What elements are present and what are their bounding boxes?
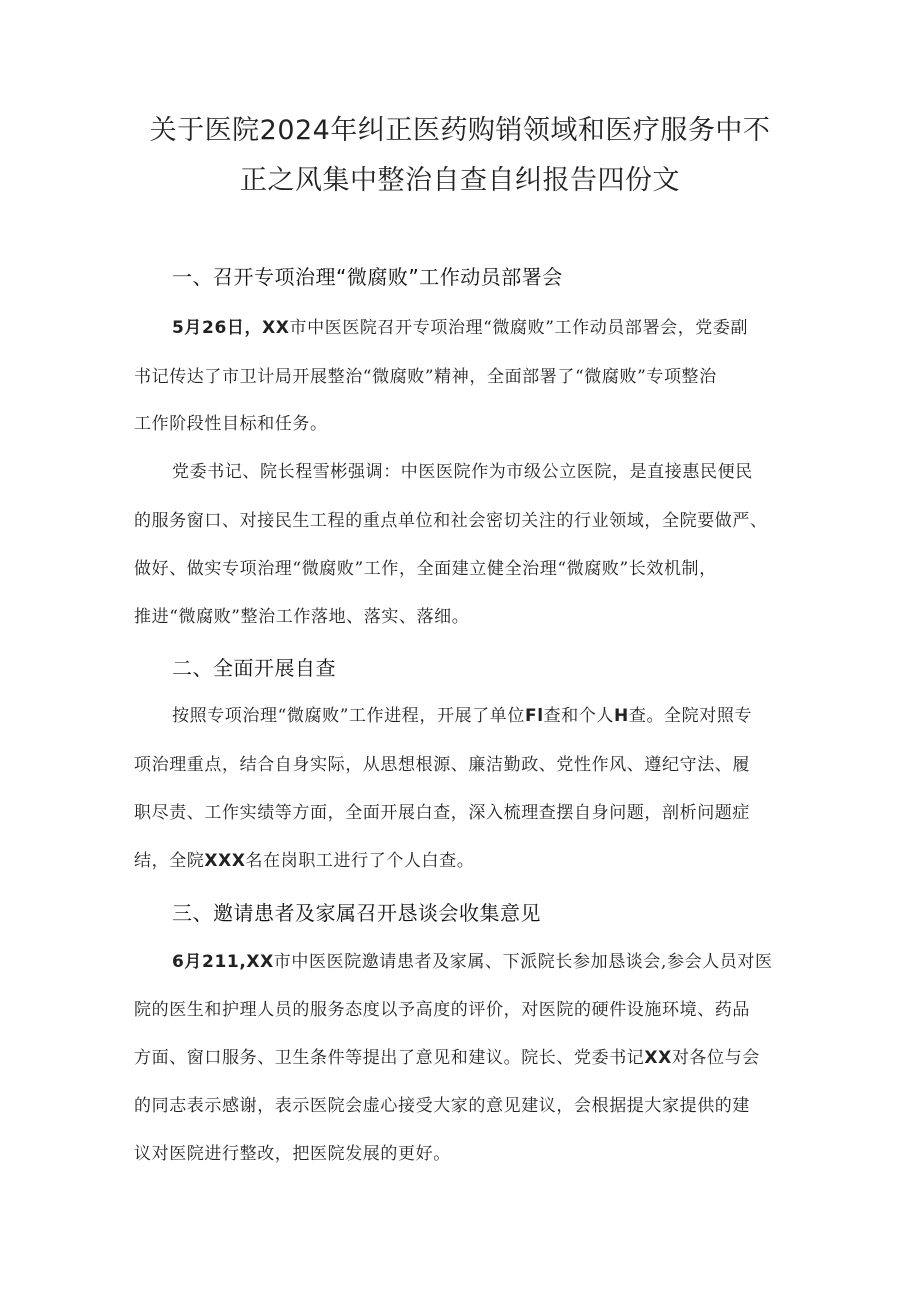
section-3-heading: 三、邀请患者及家属召开恳谈会收集意见 (172, 901, 541, 925)
document-title-line-1: 关于医院2024年纠正医药购销领域和医疗服务中不 (149, 115, 771, 146)
paragraph-line: 推进“微腐败”整治工作落地、落实、落细。 (134, 607, 470, 627)
paragraph-text: 按照专项治理“微腐败”工作进程，开展了单位 (172, 706, 525, 726)
paragraph-line: 议对医院进行整改，把医院发展的更好。 (134, 1144, 451, 1164)
paragraph-text: 查。全院对照专 (628, 706, 753, 726)
section-2-heading: 二、全面开展自查 (172, 656, 336, 680)
paragraph-text: 市中医医院邀请患者及家属、下派院长参加恳谈会,参会人员对医 (273, 952, 773, 972)
date-text: 5月26日， (172, 318, 263, 338)
garbled-text: Fl (524, 706, 544, 726)
paragraph-line: 工作阶段性目标和任务。 (134, 414, 328, 434)
paragraph-line: 项治理重点，结合自身实际，从思想根源、廉洁勤政、党性作风、遵纪守法、履 (134, 755, 750, 775)
paragraph-line: 的服务窗口、对接民生工程的重点单位和社会密切关注的行业领域，全院要做严、 (134, 511, 768, 531)
paragraph-line: 的同志表示感谢，表示医院会虚心接受大家的意见建议，会根据提大家提供的建 (134, 1096, 750, 1116)
paragraph-line: 做好、做实专项治理“微腐败”工作，全面建立健全治理“微腐败”长效机制， (134, 559, 717, 579)
paragraph-text: 结，全院 (134, 851, 205, 871)
paragraph-line (172, 950, 773, 974)
date-text: 6月211,XX (172, 952, 274, 972)
paragraph-line: 职尽责、工作实绩等方面，全面开展白查，深入梳理查摆自身问题，剖析问题症 (134, 803, 750, 823)
garbled-text: H (614, 706, 629, 726)
paragraph-line (134, 1046, 760, 1070)
paragraph-text: 市中医医院召开专项治理“微腐败”工作动员部署会，党委副 (289, 318, 749, 338)
paragraph-line (172, 316, 748, 340)
placeholder-text: XX (262, 318, 290, 338)
paragraph-line: 院的医生和护理人员的服务态度以予高度的评价，对医院的硬件设施环境、药品 (134, 1000, 750, 1020)
document-title-line-2: 正之风集中整治自查自纠报告四份文 (240, 165, 680, 196)
paragraph-line: 书记传达了市卫计局开展整治“微腐败”精神，全面部署了“微腐败”专项整治 (134, 367, 717, 387)
paragraph-line (172, 704, 752, 728)
paragraph-line: 党委书记、院长程雪彬强调：中医医院作为市级公立医院，是直接惠民便民 (172, 462, 753, 482)
paragraph-text: 方面、窗口服务、卫生条件等提出了意见和建议。院长、党委书记 (134, 1048, 645, 1068)
paragraph-text: 名在岗职工进行了个人白查。 (245, 851, 475, 871)
paragraph-text: 查和个人 (543, 706, 615, 726)
paragraph-text: 对各位与会 (671, 1048, 760, 1068)
section-1-heading: 一、召开专项治理“微腐败”工作动员部署会 (172, 265, 563, 289)
placeholder-text: XXX (204, 851, 246, 871)
placeholder-text: XX (644, 1048, 672, 1068)
paragraph-line (134, 849, 474, 873)
